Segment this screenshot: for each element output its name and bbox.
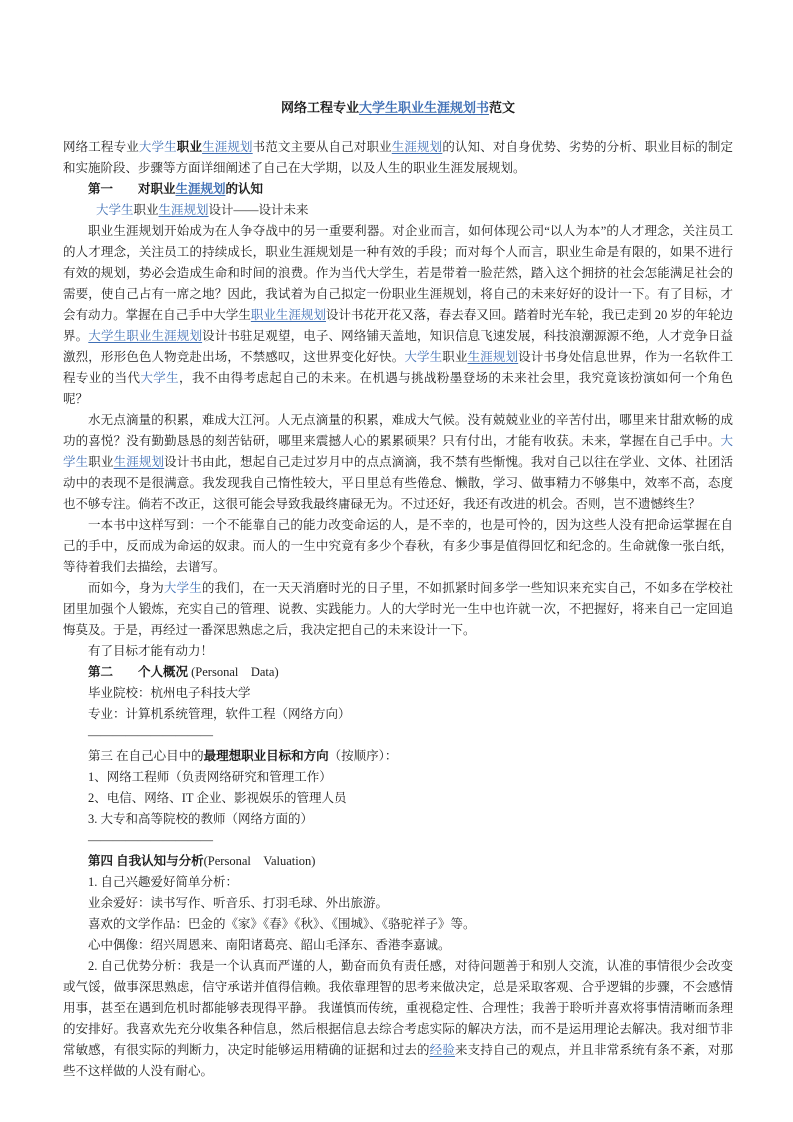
section1-subtitle <box>63 200 733 221</box>
line-interest-analysis <box>63 872 733 893</box>
text-run: 范文 <box>489 100 516 115</box>
text-run: —————————— <box>88 833 213 847</box>
career-goal-item-2 <box>63 788 733 809</box>
keyword-link[interactable]: 职业生涯规划 <box>250 308 326 322</box>
line-idols <box>63 935 733 956</box>
text-run: 有了目标才能有动力！ <box>88 644 214 658</box>
keyword-link[interactable]: 大学生 <box>63 434 733 469</box>
text-run: 专业：计算机系统管理，软件工程（网络方向） <box>88 707 351 721</box>
paragraph-as-students <box>63 578 733 641</box>
line-major <box>63 704 733 725</box>
text-run: 水无点滴量的积累，难成大江河。人无点滴量的积累，难成大气候。没有兢兢业业的辛苦付出，哪里来甘甜欢畅的成功的喜悦？没有勤勤恳恳的刻苦钻研，哪里来震撼人心的累累硕果？只有付出，才能有收获。未来，掌握在自己手中。 <box>63 413 733 448</box>
keyword-link[interactable]: 生涯规划 <box>158 203 209 217</box>
paragraph-book-quote <box>63 515 733 578</box>
paragraph-accumulation <box>63 410 733 515</box>
keyword-link[interactable]: 生涯规划 <box>467 350 519 364</box>
text-run: 一本书中这样写到：一个不能靠自己的能力改变命运的人，是不幸的，也是可怜的，因为这些人没有把命运掌握在自己的手中，反而成为命运的奴隶。而人的一生中究竟有多少个春秋，有多少事是值得回忆和纪念的。生命就像一张白纸，等待着我们去描绘，去谱写。 <box>63 518 733 574</box>
text-run: 书范文主要从自己对职业 <box>252 140 392 154</box>
text-run: 职业 <box>176 140 203 154</box>
line-hobbies <box>63 893 733 914</box>
text-run: ，我不由得考虑起自己的未来。在机遇与挑战粉墨登场的未来社会里，我究竟该扮演如何一个角色呢？ <box>63 371 733 406</box>
text-run: 第一 对职业 <box>88 182 176 196</box>
keyword-link[interactable]: 大学生职业生涯规划书 <box>358 100 489 115</box>
text-run: 而如今，身为 <box>88 581 164 595</box>
text-run: （按顺序）： <box>328 749 398 763</box>
career-goal-item-1 <box>63 767 733 788</box>
text-run: 3. 大专和高等院校的教师（网络方面的） <box>88 812 314 826</box>
text-run: 网络工程专业 <box>280 100 359 115</box>
doc-title <box>63 97 733 118</box>
text-run: 职业生涯规划开始成为在人争夺战中的另一重要利器。对企业而言，如何体现公司“以人为本”的人才理念，关注员工的人才理念，关注员工的持续成长，职业生涯规划是一种有效的手段；而对每个人而言，职业生命是有限的，如果不进行有效的规划，势必会造成生命和时间的浪费。作为当代大学生，若是带着一脸茫然，踏入这个拥挤的社会怎能满足社会的需要，使自己占有一席之地？因此，我试着为自己拟定一份职业生涯规划，将自己的未来好好的设计一下。有了目标，才会有动力。掌握在自己手中大学生 <box>63 224 733 322</box>
text-run: 网络工程专业 <box>63 140 139 154</box>
keyword-link[interactable]: 生涯规划 <box>113 455 165 469</box>
text-run: 设计书由此，想起自己走过岁月中的点点滴滴，我不禁有些惭愧。我对自己以往在学业、文体、社团活动中的表现不是很满意。我发现我自己惰性较大，平日里总有些倦怠、懒散，学习、做事精力不够集中，效率不高，态度也不够专注。倘若不改正，这很可能会导致我最终庸碌无为。不过还好，我还有改进的机会。否则，岂不遗憾终生？ <box>63 455 733 511</box>
career-goal-item-3 <box>63 809 733 830</box>
keyword-link[interactable]: 大学生 <box>140 371 180 385</box>
line-school <box>63 683 733 704</box>
text-run: 2、电信、网络、IT 企业、影视娱乐的管理人员 <box>88 791 347 805</box>
text-run: 设计——设计未来 <box>208 203 309 217</box>
text-run: 设计书驻足观望，电子、网络铺天盖地，知识信息飞速发展，科技浪潮源源不绝，人才竞争日益激烈，形形色色人物竞赴出场，不禁感叹，这世界变化好快。 <box>63 329 733 364</box>
doc-body <box>63 137 733 1082</box>
keyword-link[interactable]: 大学生 <box>163 581 202 595</box>
text-run: (Personal Valuation) <box>203 854 316 868</box>
text-run: 的我们，在一天天消磨时光的日子里，不如抓紧时间多学一些知识来充实自己，不如多在学校社团里加强个人锻炼，充实自己的管理、说教、实践能力。人的大学时光一生中也许就一次，不把握好，将来自己一定回追悔莫及。于是，再经过一番深思熟虑之后，我决定把自己的未来设计一下。 <box>63 581 733 637</box>
text-run: 职业 <box>442 350 468 364</box>
text-run: 业余爱好：读书写作、听音乐、打羽毛球、外出旅游。 <box>88 896 389 910</box>
text-run: 1. 自己兴趣爱好简单分析： <box>88 875 239 889</box>
keyword-link[interactable]: 大学生 <box>96 203 134 217</box>
intro-paragraph <box>63 137 733 179</box>
text-run: 的认知 <box>225 182 264 196</box>
text-run: 心中偶像：绍兴周恩来、南阳诸葛亮、韶山毛泽东、香港李嘉诚。 <box>88 938 451 952</box>
text-run: 2. 自己优势分析：我是一个认真而严谨的人，勤奋而负有责任感，对待问题善于和别人交流，认准的事情很少会改变或气馁，做事深思熟虑，信守承诺并值得信赖。我依靠理智的思考来做决定，总是采取客观、合乎逻辑的步骤，不会感情用事，甚至在遇到危机时都能够表现得平静。 我谨慎而传统，重视稳定性、合理性；我善于聆听并喜欢将事情清晰而条理的安排好。我喜欢先充分收集各种信息，然后根据信息去综合考虑实际的解决方法，而不是运用理论去解决。我对细节非常敏感，有很实际的判断力，决定时能够运用精确的证据和过去的 <box>63 959 733 1057</box>
text-run: 第二 个人概况 <box>88 665 189 679</box>
keyword-link[interactable]: 经验 <box>429 1043 455 1057</box>
text-run: 最理想职业目标和方向 <box>203 749 329 763</box>
keyword-link[interactable]: 生涯规划 <box>391 140 443 154</box>
text-run: (Personal Data) <box>188 665 279 679</box>
line-literature <box>63 914 733 935</box>
text-run: 职业 <box>133 203 159 217</box>
divider-line-2 <box>63 830 733 851</box>
paragraph-career-planning <box>63 221 733 410</box>
text-run: 第三 在自己心目中的 <box>88 749 204 763</box>
divider-line-1 <box>63 725 733 746</box>
text-run: 设计书花开花又落，春去春又回。踏着时光车轮，我已走到 20 岁的年轮边界。 <box>63 308 733 343</box>
keyword-link[interactable]: 生涯规划 <box>202 140 253 154</box>
text-run: 1、网络工程师（负责网络研究和管理工作） <box>88 770 332 784</box>
text-run: 来支持自己的观点，并且非常系统有条不紊，对那些不这样做的人没有耐心。 <box>63 1043 733 1078</box>
text-run: —————————— <box>88 728 213 742</box>
section2-heading <box>63 662 733 683</box>
text-run: 的认知、对自身优势、劣势的分析、职业目标的制定和实施阶段、步骤等方面详细阐述了自己在大学期，以及人生的职业生涯发展规划。 <box>63 140 733 175</box>
keyword-link[interactable]: 大学生 <box>138 140 177 154</box>
text-run: 喜欢的文学作品：巴金的《家》《春》《秋》、《围城》、《骆驼祥子》等。 <box>88 917 476 931</box>
text-run: 职业 <box>88 455 114 469</box>
section1-heading <box>63 179 733 200</box>
keyword-link[interactable]: 生涯规划 <box>175 182 226 196</box>
keyword-link[interactable]: 大学生职业生涯规划 <box>88 329 203 343</box>
text-run: 毕业院校：杭州电子科技大学 <box>88 686 251 700</box>
section4-heading <box>63 851 733 872</box>
text-run: 设计书身处信息世界，作为一名软件工程专业的当代 <box>63 350 733 385</box>
text-run: 第四 自我认知与分析 <box>88 854 204 868</box>
paragraph-strengths <box>63 956 733 1082</box>
keyword-link[interactable]: 大学生 <box>404 350 443 364</box>
line-motivation <box>63 641 733 662</box>
section3-heading <box>63 746 733 767</box>
